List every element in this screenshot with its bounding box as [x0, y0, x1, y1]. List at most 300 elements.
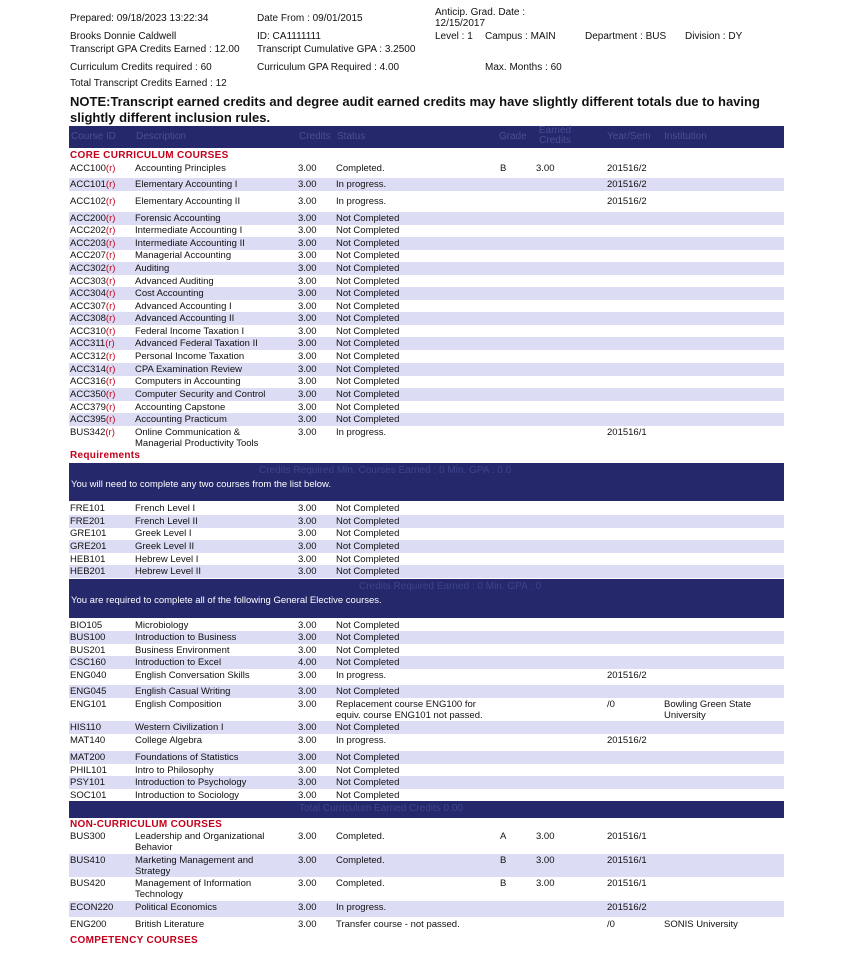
course-status: Not Completed	[336, 645, 400, 656]
course-credits: 3.00	[298, 179, 317, 190]
table-row	[69, 656, 784, 669]
course-code: ACC350	[70, 389, 106, 400]
course-credits: 3.00	[298, 541, 317, 552]
requirement-band-1-msg: You will need to complete any two courses from the list below.	[71, 479, 331, 490]
table-row	[69, 877, 784, 900]
date-from: Date From : 09/01/2015	[257, 13, 363, 24]
course-title: Personal Income Taxation	[135, 351, 245, 362]
course-title: English Composition	[135, 699, 222, 710]
course-title: Introduction to Business	[135, 632, 237, 643]
course-id	[70, 238, 115, 249]
retake-flag: (r)	[105, 225, 116, 236]
table-row	[69, 413, 784, 426]
course-code: BUS420	[70, 878, 106, 889]
course-code: ACC200	[70, 213, 106, 224]
division: Division : DY	[685, 31, 743, 42]
course-code: BUS342	[70, 427, 106, 438]
course-status: Not Completed	[336, 752, 400, 763]
table-row	[69, 751, 784, 764]
course-title: English Conversation Skills	[135, 670, 250, 681]
course-code: ACC395	[70, 414, 106, 425]
course-credits: 3.00	[298, 554, 317, 565]
table-row	[69, 375, 784, 388]
retake-flag: (r)	[105, 288, 116, 299]
course-code: ACC102	[70, 196, 106, 207]
year-semester: /0	[607, 699, 615, 710]
course-credits: 3.00	[298, 790, 317, 801]
course-title: Management of Information Technology	[135, 878, 252, 900]
course-status: Not Completed	[336, 657, 400, 668]
retake-flag: (r)	[105, 163, 116, 174]
table-row	[69, 502, 784, 515]
retake-flag: (r)	[105, 196, 116, 207]
course-title: Microbiology	[135, 620, 189, 631]
col-term: Year/Sem	[607, 131, 651, 142]
course-credits: 3.00	[298, 831, 317, 842]
course-credits: 3.00	[298, 855, 317, 866]
course-credits: 4.00	[298, 657, 317, 668]
course-credits: 3.00	[298, 163, 317, 174]
year-semester: 201516/1	[607, 855, 647, 866]
course-title: Auditing	[135, 263, 170, 274]
table-row	[69, 195, 784, 208]
course-code: ECON220	[70, 902, 114, 913]
course-status: Not Completed	[336, 263, 400, 274]
course-status: Not Completed	[336, 516, 400, 527]
course-grade: B	[500, 878, 507, 889]
retake-flag: (r)	[105, 338, 115, 349]
retake-flag: (r)	[105, 263, 116, 274]
course-id	[70, 351, 115, 362]
course-code: FRE101	[70, 503, 105, 514]
table-row	[69, 685, 784, 698]
course-credits: 3.00	[298, 238, 317, 249]
retake-flag: (r)	[105, 427, 115, 438]
course-id	[70, 179, 115, 190]
course-credits: 3.00	[298, 225, 317, 236]
course-status: In progress.	[336, 427, 387, 438]
section-core: CORE CURRICULUM COURSES	[70, 150, 229, 161]
course-status: Not Completed	[336, 528, 400, 539]
course-title: Accounting Principles	[135, 163, 226, 174]
table-row	[69, 527, 784, 540]
course-id	[70, 831, 105, 842]
table-row	[69, 901, 784, 917]
department: Department : BUS	[585, 31, 667, 42]
course-title: Elementary Accounting II	[135, 196, 241, 207]
course-credits: 3.00	[298, 528, 317, 539]
course-code: FRE201	[70, 516, 105, 527]
course-credits: 3.00	[298, 364, 317, 375]
course-status: Not Completed	[336, 364, 400, 375]
col-credits: Credits	[299, 131, 331, 142]
course-credits: 3.00	[298, 326, 317, 337]
course-status: Transfer course - not passed.	[336, 919, 460, 930]
course-code: ACC307	[70, 301, 106, 312]
course-title: Intro to Philosophy	[135, 765, 214, 776]
course-credits: 3.00	[298, 389, 317, 400]
year-semester: 201516/1	[607, 878, 647, 889]
course-id	[70, 301, 115, 312]
section-non-curriculum: NON-CURRICULUM COURSES	[70, 819, 223, 830]
course-title: Online Communication & Managerial Productivity Tools	[135, 427, 259, 449]
course-id	[70, 338, 115, 349]
course-title: French Level I	[135, 503, 196, 514]
gpa-credits-earned: Transcript GPA Credits Earned : 12.00	[70, 44, 240, 55]
course-id	[70, 414, 115, 425]
course-code: GRE101	[70, 528, 107, 539]
course-title: Business Environment	[135, 645, 230, 656]
course-title: Federal Income Taxation I	[135, 326, 245, 337]
course-id	[70, 620, 102, 631]
course-title: CPA Examination Review	[135, 364, 243, 375]
course-title: English Casual Writing	[135, 686, 231, 697]
course-status: Not Completed	[336, 541, 400, 552]
curriculum-credits-required: Curriculum Credits required : 60	[70, 62, 212, 73]
course-status: Not Completed	[336, 402, 400, 413]
course-status: In progress.	[336, 179, 387, 190]
course-code: CSC160	[70, 657, 106, 668]
course-credits: 3.00	[298, 376, 317, 387]
course-title: Accounting Practicum	[135, 414, 227, 425]
table-row	[69, 287, 784, 300]
requirement-band-1	[69, 463, 784, 501]
course-id	[70, 765, 107, 776]
course-code: GRE201	[70, 541, 107, 552]
course-code: ACC311	[70, 338, 106, 349]
col-grade: Grade	[499, 131, 527, 142]
retake-flag: (r)	[105, 179, 116, 190]
course-status: Not Completed	[336, 288, 400, 299]
prepared-date: Prepared: 09/18/2023 13:22:34	[70, 13, 209, 24]
year-semester: 201516/2	[607, 179, 647, 190]
note-text: Transcript earned credits and degree audit earned credits may have slightly different totals due to having slightly different inclusion rules.	[70, 94, 760, 125]
cumulative-gpa: Transcript Cumulative GPA : 3.2500	[257, 44, 416, 55]
course-credits: 3.00	[298, 402, 317, 413]
requirement-band-3-sub: Total Curriculum Earned Credits 0.00	[299, 803, 463, 814]
course-credits: 3.00	[298, 414, 317, 425]
requirement-band-2-msg: You are required to complete all of the following General Elective courses.	[71, 595, 382, 606]
course-id	[70, 632, 105, 643]
course-id	[70, 225, 115, 236]
course-id	[70, 288, 115, 299]
institution: Bowling Green State University	[664, 699, 752, 721]
course-id	[70, 902, 113, 913]
course-credits: 3.00	[298, 902, 317, 913]
course-id	[70, 752, 105, 763]
course-credits: 3.00	[298, 632, 317, 643]
course-id	[70, 364, 115, 375]
course-credits: 3.00	[298, 263, 317, 274]
section-competency: COMPETENCY COURSES	[70, 935, 199, 946]
course-credits: 3.00	[298, 427, 317, 438]
course-code: MAT200	[70, 752, 106, 763]
table-row	[69, 565, 784, 578]
course-id	[70, 541, 106, 552]
course-credits: 3.00	[298, 503, 317, 514]
course-status: In progress.	[336, 196, 387, 207]
retake-flag: (r)	[105, 389, 116, 400]
course-code: ACC202	[70, 225, 106, 236]
retake-flag: (r)	[105, 364, 116, 375]
course-title: Hebrew Level I	[135, 554, 199, 565]
course-id	[70, 670, 106, 681]
max-months: Max. Months : 60	[485, 62, 562, 73]
course-code: ENG200	[70, 919, 107, 930]
course-credits: 3.00	[298, 566, 317, 577]
course-code: BUS410	[70, 855, 106, 866]
course-title: Hebrew Level II	[135, 566, 202, 577]
course-title: British Literature	[135, 919, 205, 930]
course-grade: B	[500, 855, 507, 866]
retake-flag: (r)	[105, 301, 116, 312]
course-id	[70, 566, 105, 577]
requirement-band-2	[69, 579, 784, 618]
course-title: Political Economics	[135, 902, 217, 913]
course-status: Not Completed	[336, 225, 400, 236]
course-credits: 3.00	[298, 878, 317, 889]
curriculum-gpa-required: Curriculum GPA Required : 4.00	[257, 62, 400, 73]
table-row	[69, 388, 784, 401]
course-code: ACC379	[70, 402, 106, 413]
course-credits: 3.00	[298, 670, 317, 681]
table-row	[69, 698, 784, 721]
course-title: Forensic Accounting	[135, 213, 221, 224]
course-status: Not Completed	[336, 338, 400, 349]
course-status: Completed.	[336, 878, 385, 889]
col-status: Status	[337, 131, 366, 142]
course-title: Computers in Accounting	[135, 376, 241, 387]
earned-credits: 3.00	[536, 855, 555, 866]
course-status: Not Completed	[336, 351, 400, 362]
course-id	[70, 777, 105, 788]
course-title: Introduction to Sociology	[135, 790, 240, 801]
course-credits: 3.00	[298, 250, 317, 261]
course-status: Completed.	[336, 163, 385, 174]
course-code: PSY101	[70, 777, 105, 788]
course-code: ACC316	[70, 376, 106, 387]
course-id	[70, 528, 106, 539]
table-row	[69, 918, 784, 934]
course-code: ACC304	[70, 288, 106, 299]
col-earned: Earned Credits	[538, 125, 572, 146]
col-institution: Institution	[664, 131, 707, 142]
retake-flag: (r)	[105, 276, 116, 287]
course-grade: B	[500, 163, 507, 174]
year-semester: 201516/2	[607, 735, 647, 746]
retake-flag: (r)	[105, 376, 116, 387]
table-row	[69, 337, 784, 350]
course-id	[70, 503, 105, 514]
course-credits: 3.00	[298, 777, 317, 788]
course-id	[70, 313, 115, 324]
course-credits: 3.00	[298, 301, 317, 312]
course-status: Not Completed	[336, 722, 400, 733]
year-semester: 201516/2	[607, 163, 647, 174]
year-semester: /0	[607, 919, 615, 930]
year-semester: 201516/2	[607, 902, 647, 913]
course-id	[70, 554, 105, 565]
course-credits: 3.00	[298, 516, 317, 527]
course-code: ACC203	[70, 238, 106, 249]
course-status: Not Completed	[336, 389, 400, 400]
course-code: ACC101	[70, 179, 106, 190]
requirement-band-1-sub: Credits Required Min. Courses Earned : 0 Min. GPA : 0.0	[259, 465, 512, 476]
table-row	[69, 854, 784, 877]
course-title: Intermediate Accounting I	[135, 225, 243, 236]
course-credits: 3.00	[298, 276, 317, 287]
course-id	[70, 276, 115, 287]
course-credits: 3.00	[298, 351, 317, 362]
course-status: Not Completed	[336, 765, 400, 776]
course-status: Not Completed	[336, 790, 400, 801]
course-credits: 3.00	[298, 752, 317, 763]
table-row	[69, 162, 784, 175]
year-semester: 201516/1	[607, 427, 647, 438]
retake-flag: (r)	[105, 250, 116, 261]
table-row	[69, 540, 784, 553]
course-title: Western Civilization I	[135, 722, 224, 733]
earned-credits: 3.00	[536, 831, 555, 842]
course-status: Not Completed	[336, 250, 400, 261]
course-code: MAT140	[70, 735, 106, 746]
course-code: ACC100	[70, 163, 106, 174]
anticipated-grad-date: 12/15/2017	[435, 18, 486, 29]
course-code: ENG101	[70, 699, 107, 710]
course-code: ACC302	[70, 263, 106, 274]
course-code: PHIL101	[70, 765, 107, 776]
course-title: Introduction to Psychology	[135, 777, 247, 788]
retake-flag: (r)	[105, 326, 116, 337]
course-credits: 3.00	[298, 313, 317, 324]
course-code: HEB101	[70, 554, 106, 565]
course-status: Not Completed	[336, 566, 400, 577]
course-code: ACC308	[70, 313, 106, 324]
course-title: Greek Level II	[135, 541, 195, 552]
course-id	[70, 389, 115, 400]
course-id	[70, 196, 115, 207]
retake-flag: (r)	[105, 238, 116, 249]
table-header	[69, 126, 784, 148]
course-code: ENG040	[70, 670, 107, 681]
earned-credits: 3.00	[536, 878, 555, 889]
course-title: Advanced Accounting I	[135, 301, 232, 312]
course-id	[70, 163, 115, 174]
course-status: Not Completed	[336, 238, 400, 249]
course-code: BUS201	[70, 645, 106, 656]
table-row	[69, 830, 784, 853]
course-status: Not Completed	[336, 313, 400, 324]
course-code: SOC101	[70, 790, 107, 801]
course-credits: 3.00	[298, 288, 317, 299]
course-id	[70, 427, 115, 438]
course-credits: 3.00	[298, 196, 317, 207]
course-credits: 3.00	[298, 699, 317, 710]
course-title: Accounting Capstone	[135, 402, 226, 413]
course-title: Foundations of Statistics	[135, 752, 239, 763]
total-credits-earned: Total Transcript Credits Earned : 12	[70, 78, 227, 89]
retake-flag: (r)	[105, 414, 116, 425]
course-status: Not Completed	[336, 376, 400, 387]
course-status: Not Completed	[336, 326, 400, 337]
course-credits: 3.00	[298, 735, 317, 746]
course-code: ENG045	[70, 686, 107, 697]
requirement-band-2-sub: Credits Required Earned : 0 Min. GPA : 0	[359, 581, 542, 592]
course-id	[70, 657, 106, 668]
course-title: Advanced Accounting II	[135, 313, 235, 324]
table-row	[69, 426, 784, 450]
course-id	[70, 878, 105, 889]
course-title: French Level II	[135, 516, 198, 527]
course-code: ACC303	[70, 276, 106, 287]
course-id	[70, 250, 115, 261]
course-status: In progress.	[336, 902, 387, 913]
year-semester: 201516/2	[607, 196, 647, 207]
course-id	[70, 376, 115, 387]
course-status: Not Completed	[336, 632, 400, 643]
course-title: Cost Accounting	[135, 288, 204, 299]
course-id	[70, 213, 115, 224]
course-id	[70, 402, 115, 413]
col-description: Description	[136, 131, 187, 142]
level: Level : 1	[435, 31, 473, 42]
course-status: Not Completed	[336, 620, 400, 631]
course-credits: 3.00	[298, 645, 317, 656]
course-id	[70, 326, 115, 337]
table-row	[69, 669, 784, 685]
course-id	[70, 645, 105, 656]
course-id	[70, 919, 106, 930]
table-row	[69, 631, 784, 644]
course-status: Not Completed	[336, 503, 400, 514]
course-id	[70, 790, 106, 801]
section-requirements: Requirements	[70, 450, 141, 461]
table-row	[69, 178, 784, 191]
course-code: ACC314	[70, 364, 106, 375]
col-course: Course ID	[71, 131, 117, 142]
course-status: Not Completed	[336, 777, 400, 788]
course-code: BUS300	[70, 831, 106, 842]
course-status: Completed.	[336, 855, 385, 866]
retake-flag: (r)	[105, 213, 116, 224]
note	[70, 94, 770, 126]
course-credits: 3.00	[298, 213, 317, 224]
course-status: In progress.	[336, 670, 387, 681]
requirement-band-3	[69, 801, 784, 818]
course-code: ACC312	[70, 351, 106, 362]
course-id	[70, 722, 101, 733]
course-status: Not Completed	[336, 686, 400, 697]
table-row	[69, 262, 784, 275]
note-label: NOTE:	[70, 94, 111, 109]
course-credits: 3.00	[298, 722, 317, 733]
course-status: Not Completed	[336, 301, 400, 312]
course-status: Not Completed	[336, 276, 400, 287]
course-title: Computer Security and Control	[135, 389, 266, 400]
course-title: College Algebra	[135, 735, 203, 746]
course-id	[70, 516, 105, 527]
course-status: Replacement course ENG100 for equiv. course ENG101 not passed.	[336, 699, 483, 721]
earned-credits: 3.00	[536, 163, 555, 174]
course-id	[70, 699, 106, 710]
course-code: BUS100	[70, 632, 106, 643]
campus: Campus : MAIN	[485, 31, 556, 42]
course-id	[70, 735, 105, 746]
course-credits: 3.00	[298, 620, 317, 631]
course-title: Greek Level I	[135, 528, 192, 539]
course-status: In progress.	[336, 735, 387, 746]
table-row	[69, 734, 784, 750]
